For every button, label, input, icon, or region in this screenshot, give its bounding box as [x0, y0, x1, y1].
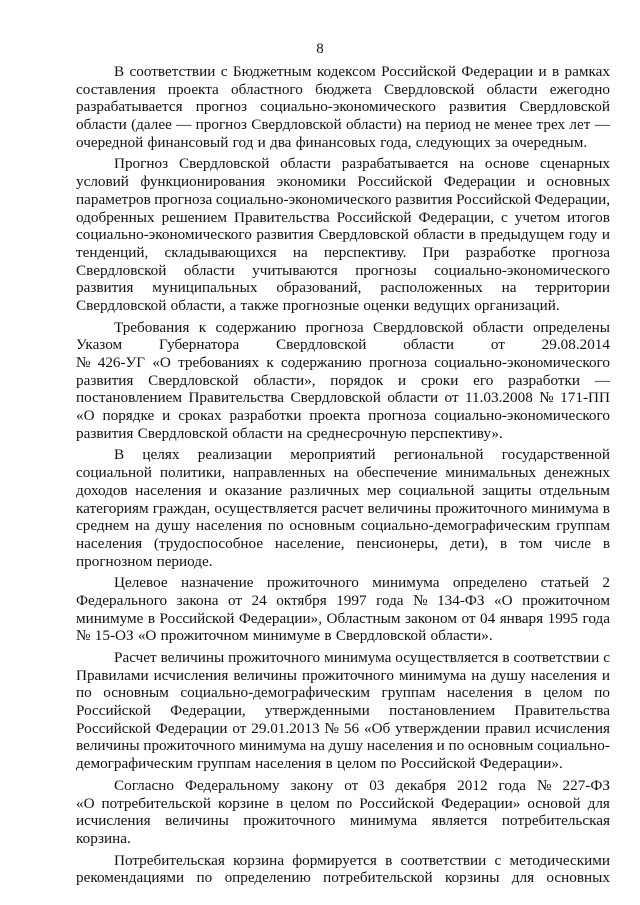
text-line: Российской Федерации от 29.01.2013 № 56 «Об утверждении правил исчисления [76, 719, 610, 737]
text-line: условий функционирования экономики Российской Федерации и основных [76, 173, 610, 191]
text-line: составления проекта областного бюджета Свердловской области ежегодно [76, 80, 610, 98]
text-line: № 15-ОЗ «О прожиточном минимуме в Свердловской области». [76, 627, 493, 645]
text-line: тенденций, складывающихся на перспективу. При разработке прогноза [76, 243, 610, 261]
paragraph [76, 649, 610, 773]
paragraph [76, 574, 610, 645]
text-line: В соответствии с Бюджетным кодексом Российской Федерации и в рамках [114, 63, 610, 80]
text-line: постановлением Правительства Свердловской области от 11.03.2008 № 171-ПП [76, 389, 610, 407]
text-line: «О потребительской корзине в целом по Российской Федерации» основой для [76, 794, 610, 812]
text-line: Свердловской области, а также прогнозные оценки ведущих организаций. [76, 296, 560, 314]
paragraph [76, 852, 610, 887]
paragraph [76, 155, 610, 314]
text-line: Прогноз Свердловской области разрабатывается на основе сценарных [114, 155, 610, 173]
text-line: минимуме в Российской Федерации», Областным законом от 04 января 1995 года [76, 609, 610, 627]
text-line: области (далее — прогноз Свердловской области) на период не менее трех лет — [76, 116, 610, 134]
text-line: Правилами исчисления величины прожиточного минимума на душу населения и [76, 666, 610, 684]
text-line: социальной политики, направленных на обеспечение минимальных денежных [76, 464, 610, 482]
text-line: развития Свердловской области», порядок и сроки его разработки — [76, 371, 610, 389]
text-line: величины прожиточного минимума на душу населения и по основным социально- [76, 737, 610, 755]
text-line: доходов населения и оказание различных мер социальной защиты отдельным [76, 481, 610, 499]
paragraph [76, 63, 610, 151]
text-line: развития муниципальных образований, расположенных на территории [76, 279, 610, 297]
text-line: Потребительская корзина формируется в соответствии с методическими [114, 851, 610, 869]
text-line: Требования к содержанию прогноза Свердловской области определены [114, 318, 610, 336]
text-line: Свердловской области учитываются прогнозы социально-экономического [76, 261, 610, 279]
text-line: Расчет величины прожиточного минимума осуществляется в соответствии с [114, 649, 610, 666]
paragraph [76, 446, 610, 570]
text-line: демографическим группам населения в целом по Российской Федерации». [76, 755, 563, 773]
text-line: среднем на душу населения по основным социально-демографическим группам [76, 517, 610, 535]
paragraph [76, 319, 610, 443]
text-line: Указом Губернатора Свердловской области от 29.08.2014 [76, 336, 610, 354]
text-line: одобренных решением Правительства Российской Федерации, с учетом итогов [76, 208, 610, 226]
text-line: корзина. [76, 829, 131, 847]
text-line: Целевое назначение прожиточного минимума определено статьей 2 [114, 574, 610, 592]
text-line: исчисления величины прожиточного минимума является потребительская [76, 812, 610, 830]
text-line: В целях реализации мероприятий региональной государственной [114, 446, 610, 464]
text-line: Согласно Федеральному закону от 03 декабря 2012 года № 227-ФЗ [114, 776, 610, 794]
text-line: очередной финансовый год и два финансовых года, следующих за очередным. [76, 133, 588, 151]
document-body [76, 63, 610, 891]
text-line: населения (трудоспособное население, пенсионеры, дети), в том числе в [76, 534, 610, 552]
text-line: параметров прогноза социально-экономического развития Российской Федерации, [76, 190, 610, 208]
text-line: Федерального закона от 24 октября 1997 года № 134-ФЗ «О прожиточном [76, 591, 610, 609]
text-line: прогнозном периоде. [76, 552, 213, 570]
text-line: категориям граждан, осуществляется расчет величины прожиточного минимума в [76, 499, 610, 517]
text-line: развития Свердловской области на среднесрочную перспективу». [76, 424, 503, 442]
text-line: № 426-УГ «О требованиях к содержанию прогноза социально-экономического [76, 354, 610, 371]
page-number: 8 [316, 41, 324, 57]
text-line: социально-экономического развития Свердловской области в предыдущем году и [76, 226, 610, 244]
text-line: Российской Федерации, утвержденными постановлением Правительства [76, 702, 610, 720]
text-line: по основным социально-демографическим группам населения в целом по [76, 684, 610, 702]
text-line: «О порядке и сроках разработки проекта прогноза социально-экономического [76, 407, 610, 425]
text-line: разрабатывается прогноз социально-экономического развития Свердловской [76, 98, 610, 116]
paragraph [76, 777, 610, 848]
text-line: рекомендациями по определению потребительской корзины для основных [76, 869, 610, 887]
